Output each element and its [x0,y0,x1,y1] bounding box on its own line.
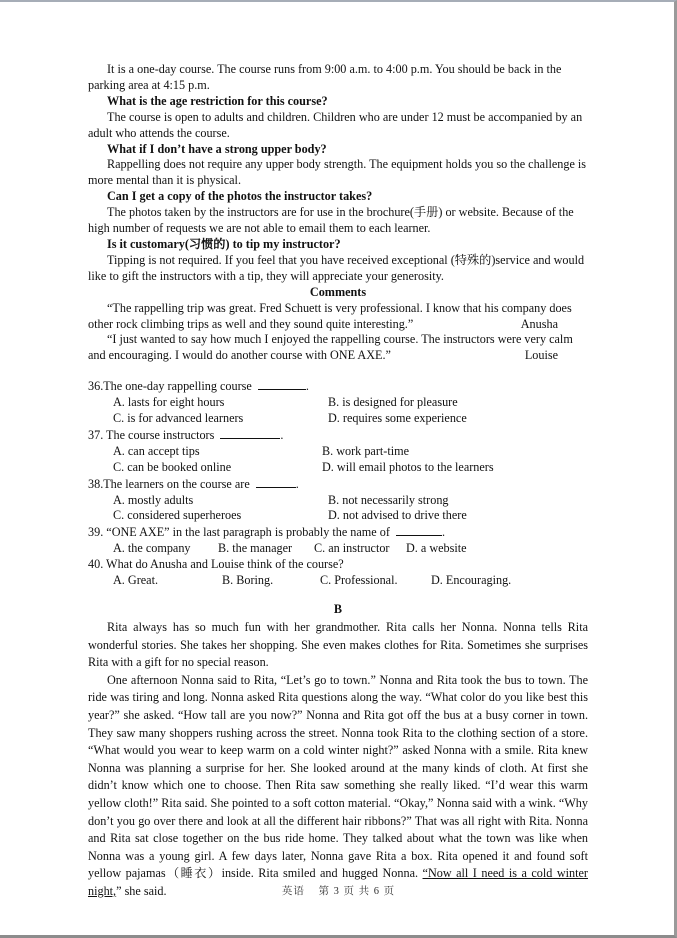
comment-item [88,332,588,364]
option-a: A. Great. [113,572,159,587]
option-d: D. requires some experience [328,411,467,426]
faq-question: What is the age restriction for this course? [107,93,328,108]
comment-text: “I just wanted to say how much I enjoyed the rappelling course. The instructors were very calm and encouraging. I would do another course with ONE AXE.” [88,332,573,363]
question-stem: 36.The one-day rappelling course [88,379,252,394]
stem-suffix: . [295,476,299,491]
faq-question: What if I don’t have a strong upper body? [107,141,327,156]
faq-answer: The photos taken by the instructors are for use in the brochure(手册) or website. Because of the high number of requests we are not able to email them to each learner. [88,205,574,236]
option-c: C. considered superheroes [113,508,242,523]
option-b: B. Boring. [222,572,274,587]
faq-question: Can I get a copy of the photos the instructor takes? [107,189,373,204]
footer-page-number: 第 3 页 共 6 页 [318,886,396,897]
option-b: B. is designed for pleasure [328,395,458,410]
comment-author: Anusha [520,316,558,331]
option-c: C. is for advanced learners [113,411,244,426]
stem-suffix: . [441,525,445,540]
faq-answer: Rappelling does not require any upper body strength. The equipment holds you so the challenge is more mental than it is physical. [88,157,587,188]
passage-paragraph [88,672,588,901]
page-footer [0,883,677,898]
option-b: B. the manager [218,541,293,556]
question-40 [88,557,588,589]
passage-b [88,601,588,901]
answer-blank [258,378,306,390]
faq-answer: The course is open to adults and children. Children who are under 12 must be accompanied by an adult who attends the course. [88,109,583,140]
option-c: C. can be booked online [113,459,232,474]
intro-paragraph: It is a one-day course. The course runs from 9:00 a.m. to 4:00 p.m. You should be back in the parking area at 4:15 p.m. [88,62,562,92]
passage-a [88,62,588,589]
question-37 [88,427,588,476]
passage-paragraph-body: One afternoon Nonna said to Rita, “Let’s go to town.” Nonna and Rita took the bus to town. The ride was tiring and long. Nonna asked Rita questions along the way. “What color do you like best this year?” she asked. “How tall are you now?” Nonna and Rita got off the bus at a busy corner in town. They saw many shoppers rushing across the street. Nonna took Rita to the clothing section of a store. “What would you wear to keep warm on a cold winter night?” asked Nonna with a smile. Rita knew Nonna was planning a surprise for her. She looked around at the many kinds of cloth. At first she didn’t know which one to choose. Then Rita saw something she really liked. “I’d wear this warm yellow cloth!” Rita said. She pointed to a soft cotton material. “Okay,” Nonna said with a wink. “Why don’t you go over there and look at all the different hair ribbons?” That was all right with Rita. Nonna and Rita sat close together on the bus ride home. They talked about what the town was like when Nonna was a young girl. A few days later, Nonna gave Rita a box. Rita opened it and found soft yellow pajamas（睡衣）inside. Rita smiled and hugged Nonna. [88,672,588,881]
question-list [88,378,588,589]
question-stem: 38.The learners on the course are [88,476,250,491]
stem-suffix: . [305,379,309,394]
option-d: D. will email photos to the learners [322,459,494,474]
option-b: B. work part-time [322,443,409,458]
answer-blank [256,476,296,488]
question-stem: 39. “ONE AXE” in the last paragraph is probably the name of [88,525,390,540]
option-d: D. not advised to drive there [328,508,467,523]
stem-suffix: . [280,427,284,442]
faq-answer: Tipping is not required. If you feel that you have received exceptional (特殊的)service and would like to gift the instructors with a tip, they will appreciate your generosity. [88,252,585,283]
answer-blank [220,427,280,439]
option-d: D. Encouraging. [431,572,512,587]
option-d: D. a website [406,541,467,556]
section-title: B [333,602,343,616]
comment-author: Louise [524,348,558,363]
passage-paragraph: Rita always has so much fun with her grandmother. Rita calls her Nonna. Nonna tells Rita wonderful stories. She takes her shopping. She even makes clothes for Rita. Sometimes she surprises Rita with a gift for no special reason. [88,620,588,670]
option-a: A. mostly adults [113,492,194,507]
option-a: A. lasts for eight hours [113,395,225,410]
option-b: B. not necessarily strong [328,492,449,507]
option-c: C. an instructor [314,541,390,556]
option-c: C. Professional. [320,572,398,587]
comments-heading: Comments [309,284,367,299]
question-stem: 37. The course instructors [88,427,215,442]
question-stem: 40. What do Anusha and Louise think of the course? [88,557,344,572]
faq-question: Is it customary(习惯的) to tip my instructor? [107,236,341,251]
answer-blank [396,524,442,536]
option-a: A. the company [113,541,191,556]
question-36 [88,378,588,427]
question-38 [88,476,588,525]
question-39 [88,524,588,557]
option-a: A. can accept tips [113,443,200,458]
comment-text: “The rappelling trip was great. Fred Schuett is very professional. I know that his company does other rock climbing trips as well and they sound quite interesting.” [88,300,572,331]
comment-item [88,301,588,333]
underlined-quote: “Now all I need is a cold winter night, [88,866,588,898]
footer-subject: 英语 [281,886,305,897]
closing-text: ” she said. [116,883,167,898]
